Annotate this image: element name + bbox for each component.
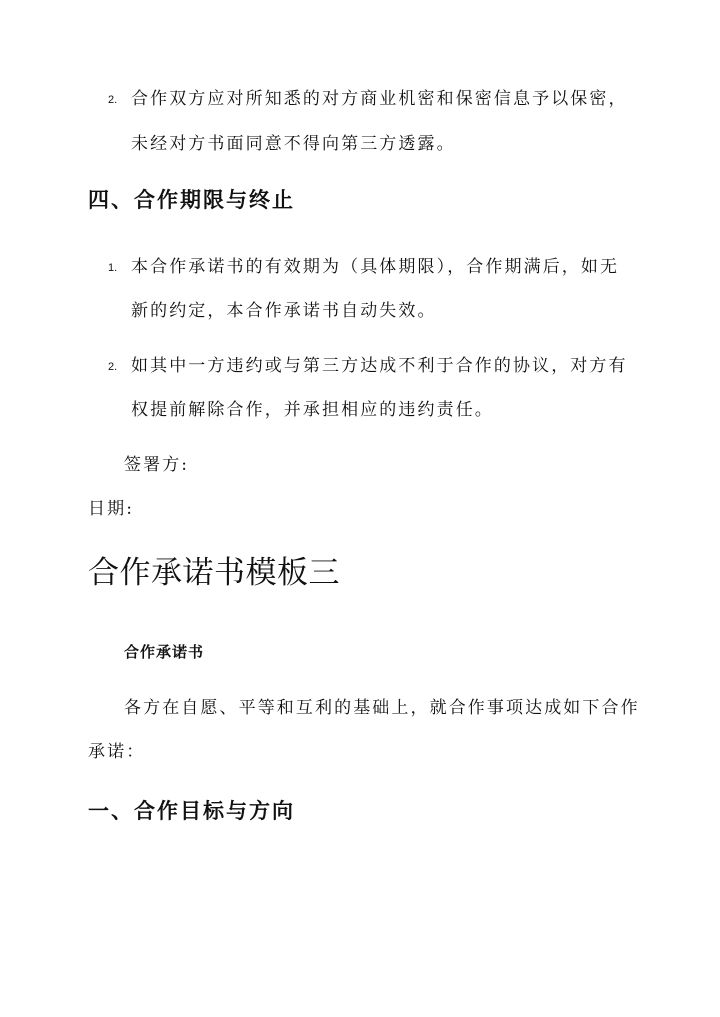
list-number: 1. [108, 262, 118, 274]
date-label: 日期: [88, 499, 135, 519]
list-number: 2. [108, 361, 118, 373]
list-item-text-continued: 新的约定，本合作承诺书自动失效。 [131, 301, 437, 321]
list-item-text-continued: 未经对方书面同意不得向第三方透露。 [131, 134, 456, 154]
section-heading: 一、合作目标与方向 [88, 798, 295, 823]
list-item-text: 本合作承诺书的有效期为（具体期限），合作期满后，如无 [131, 257, 620, 277]
section-heading: 四、合作期限与终止 [88, 187, 295, 212]
intro-paragraph: 各方在自愿、平等和互利的基础上，就合作事项达成如下合作 [124, 698, 640, 718]
list-number: 2. [108, 94, 118, 106]
intro-paragraph-continued: 承诺： [88, 742, 146, 762]
list-item-text: 如其中一方违约或与第三方达成不利于合作的协议，对方有 [131, 356, 628, 376]
document-subtitle: 合作承诺书 [124, 643, 205, 661]
list-item-text-continued: 权提前解除合作，并承担相应的违约责任。 [131, 400, 494, 420]
list-item-text: 合作双方应对所知悉的对方商业机密和保密信息予以保密， [131, 89, 628, 109]
document-title: 合作承诺书模板三 [88, 555, 340, 591]
signatory-label: 签署方: [124, 455, 190, 475]
